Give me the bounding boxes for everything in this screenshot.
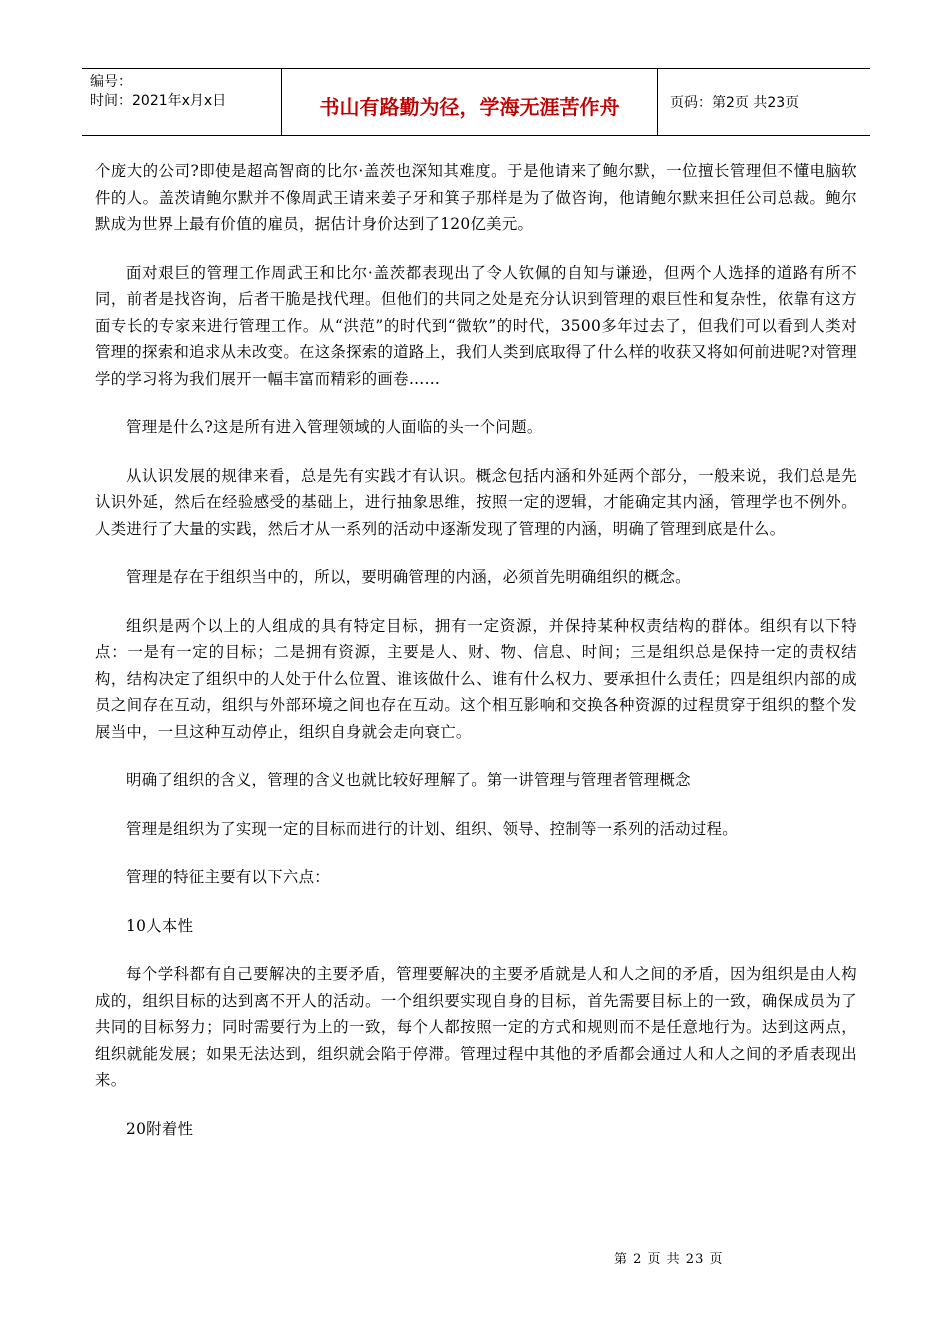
header-motto: 书山有路勤为径，学海无涯苦作舟 (282, 69, 658, 135)
paragraph: 每个学科都有自己要解决的主要矛盾，管理要解决的主要矛盾就是人和人之间的矛盾，因为组织是由人构成的，组织目标的达到离不开人的活动。一个组织要实现自身的目标，首先需要目标上的一致，确保成员为了共同的目标努力；同时需要行为上的一致，每个人都按照一定的方式和规则而不是任意地行为。达到这两点，组织就能发展；如果无法达到，组织就会陷于停滞。管理过程中其他的矛盾都会通过人和人之间的矛盾表现出来。 (95, 965, 857, 1089)
paragraph: 明确了组织的含义，管理的含义也就比较好理解了。第一讲管理与管理者管理概念 (126, 771, 691, 789)
section-heading: 10人本性 (126, 916, 194, 935)
paragraph: 管理是什么?这是所有进入管理领域的人面临的头一个问题。 (126, 418, 543, 436)
paragraph: 管理是组织为了实现一定的目标而进行的计划、组织、领导、控制等一系列的活动过程。 (126, 819, 738, 838)
page-header (82, 68, 870, 136)
header-page-info: 页码：第2页 共23页 (670, 95, 800, 111)
paragraph: 管理是存在于组织当中的，所以，要明确管理的内涵，必须首先明确组织的概念。 (126, 568, 691, 586)
section-heading: 20附着性 (126, 1119, 194, 1138)
page-footer: 第 2 页 共 23 页 (614, 1252, 724, 1267)
header-meta (82, 69, 282, 135)
document-body (95, 158, 857, 1164)
paragraph: 管理的特征主要有以下六点： (126, 868, 330, 886)
time-label: 时间：2021年x月x日 (90, 93, 227, 109)
paragraph: 从认识发展的规律来看，总是先有实践才有认识。概念包括内涵和外延两个部分，一般来说，我们总是先认识外延，然后在经验感受的基础上，进行抽象思维，按照一定的逻辑，才能确定其内涵，管理学也不例外。人类进行了大量的实践，然后才从一系列的活动中逐渐发现了管理的内涵，明确了管理到底是什么。 (95, 466, 857, 538)
paragraph: 个庞大的公司?即使是超高智商的比尔·盖茨也深知其难度。于是他请来了鲍尔默，一位擅长管理但不懂电脑软件的人。盖茨请鲍尔默并不像周武王请来姜子牙和箕子那样是为了做咨询，他请鲍尔默来担任公司总裁。鲍尔默成为世界上最有价值的雇员，据估计身价达到了120亿美元。 (95, 162, 857, 233)
paragraph: 组织是两个以上的人组成的具有特定目标，拥有一定资源，并保持某种权责结构的群体。组织有以下特点：一是有一定的目标；二是拥有资源，主要是人、财、物、信息、时间；三是组织总是保持一定的责权结构，结构决定了组织中的人处于什么位置、谁该做什么、谁有什么权力、要承担什么责任；四是组织内部的成员之间存在互动，组织与外部环境之间也存在互动。这个相互影响和交换各种资源的过程贯穿于组织的整个发展当中，一旦这种互动停止，组织自身就会走向衰亡。 (95, 616, 857, 741)
number-label: 编号： (90, 74, 132, 90)
paragraph: 面对艰巨的管理工作周武王和比尔·盖茨都表现出了令人钦佩的自知与谦逊，但两个人选择的道路有所不同，前者是找咨询，后者干脆是找代理。但他们的共同之处是充分认识到管理的艰巨性和复杂性，依靠有这方面专长的专家来进行管理工作。从“洪范”的时代到“微软”的时代，3500多年过去了，但我们可以看到人类对管理的探索和追求从未改变。在这条探索的道路上，我们人类到底取得了什么样的收获又将如何前进呢?对管理学的学习将为我们展开一幅丰富而精彩的画卷…… (95, 263, 857, 388)
